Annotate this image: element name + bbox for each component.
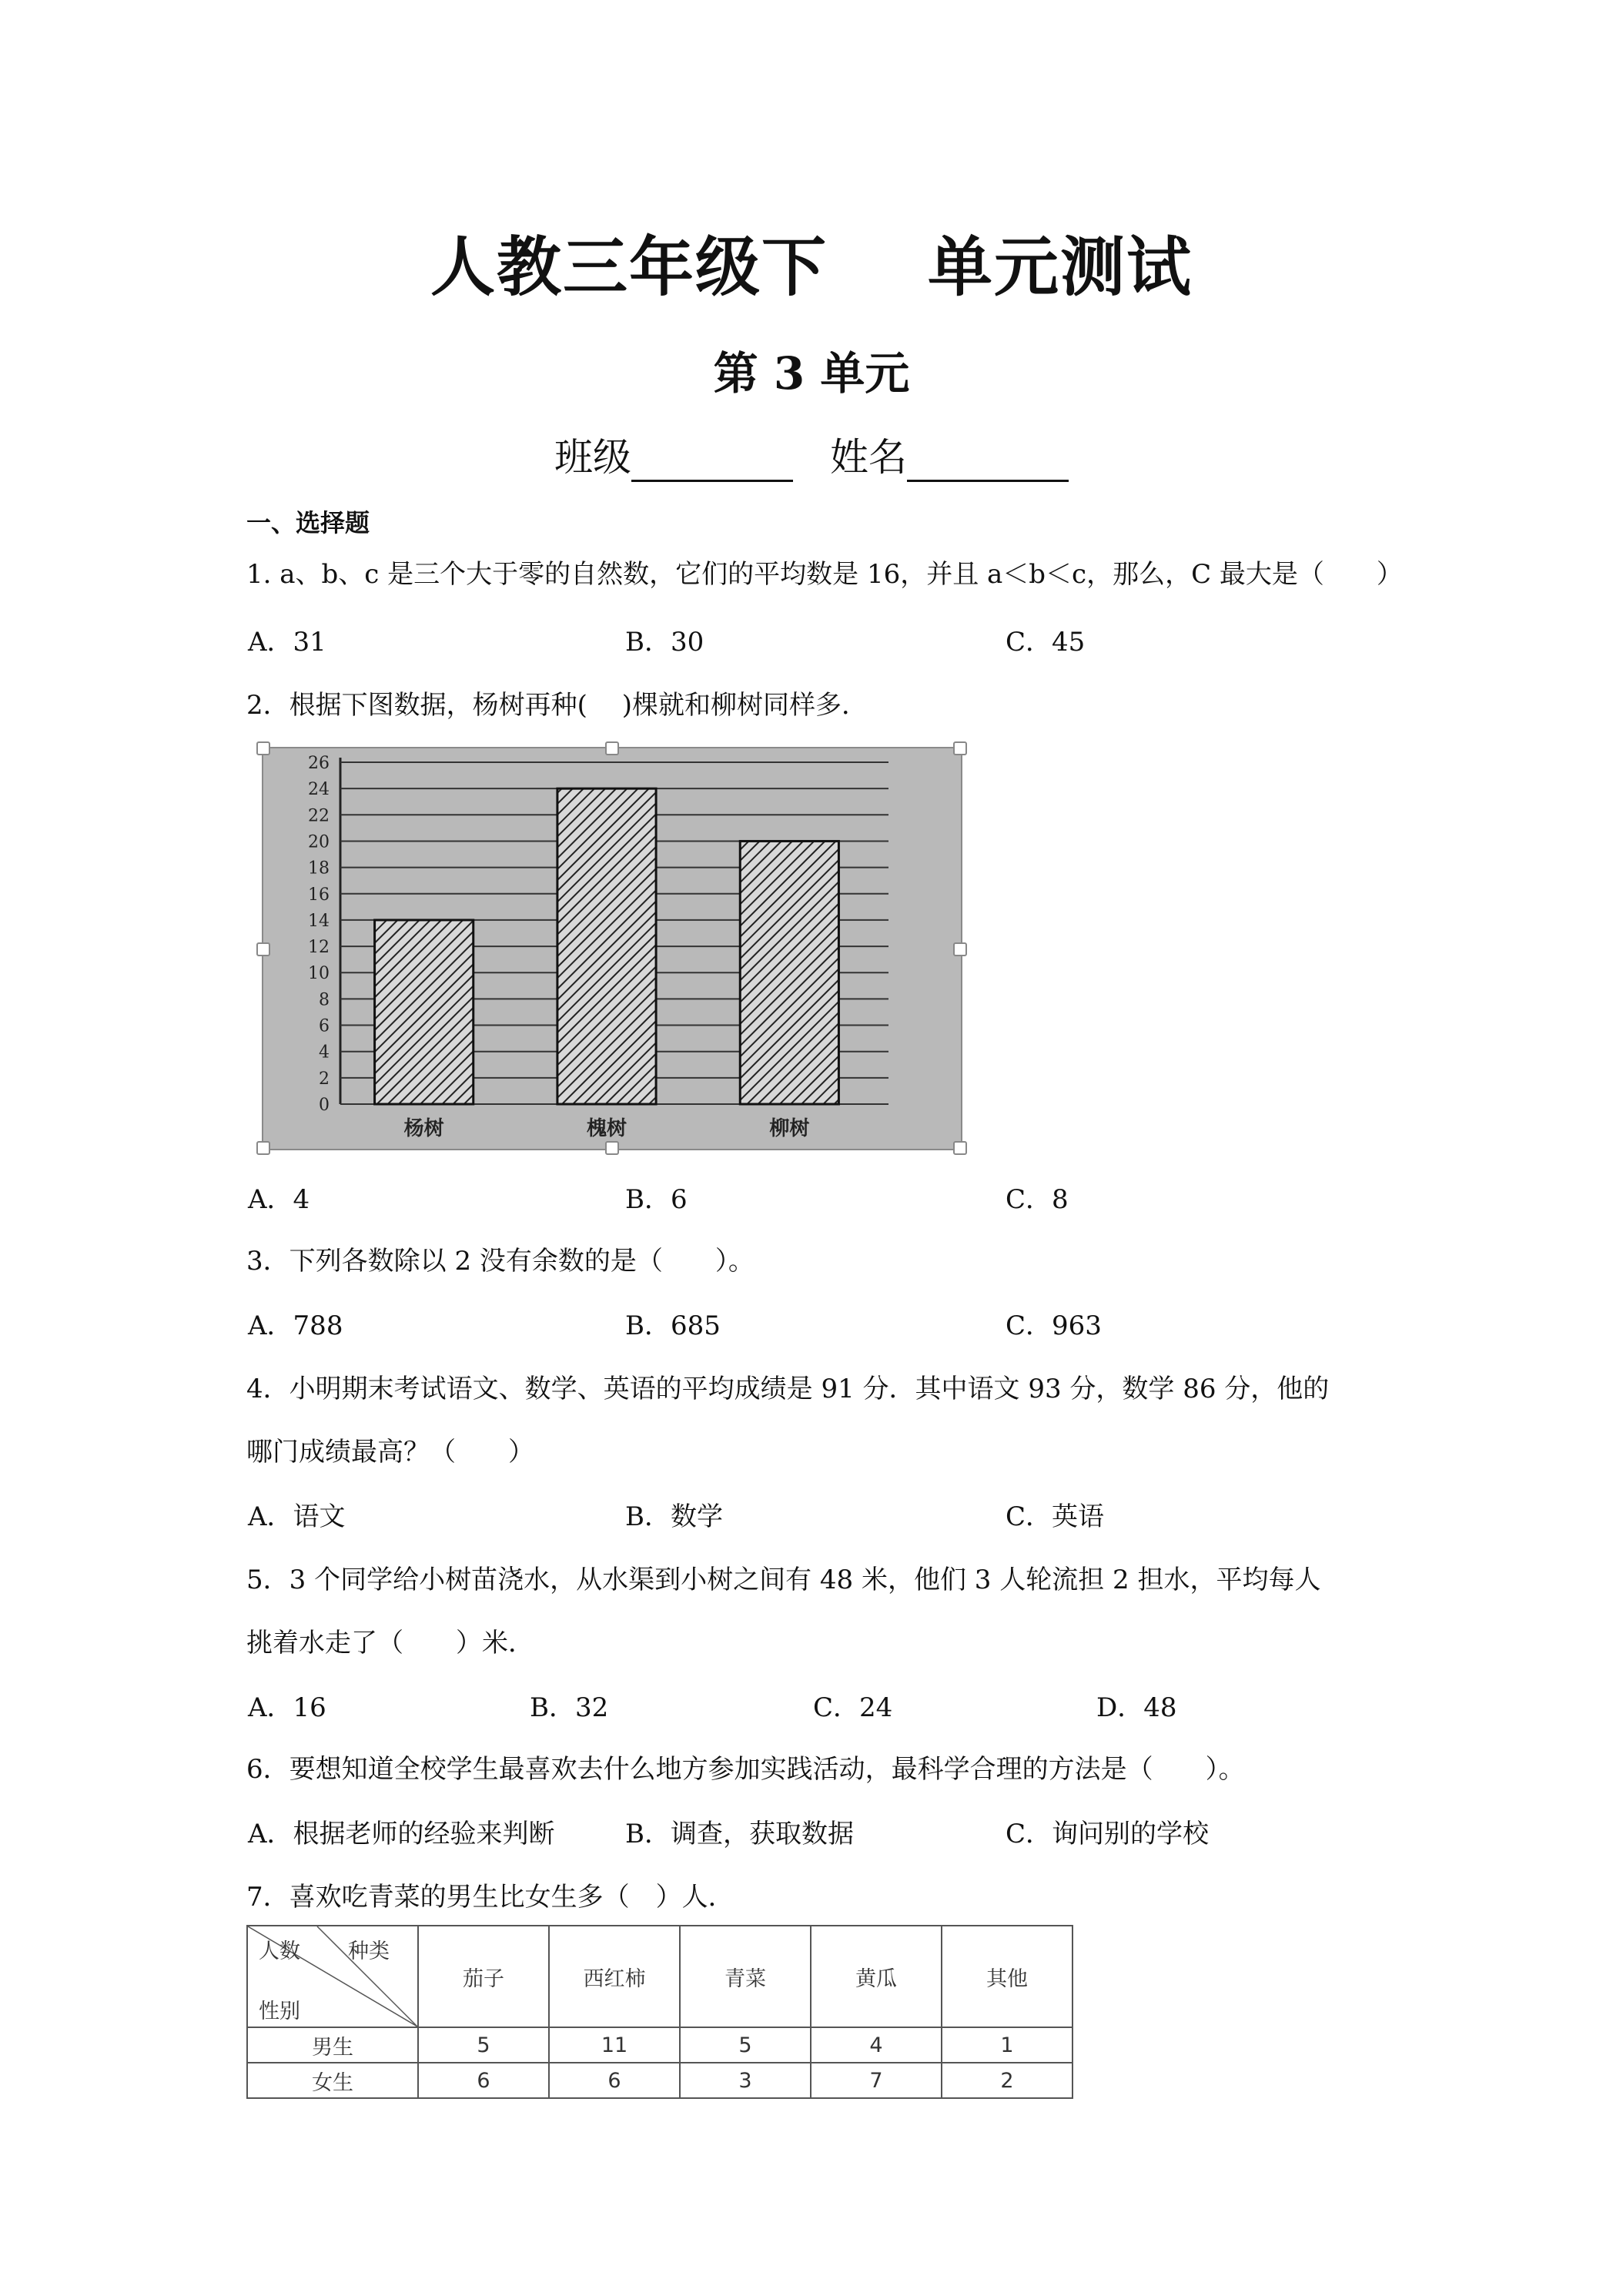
resize-handle-tl[interactable]: [256, 741, 270, 755]
unit-title: 第 3 单元: [713, 347, 910, 400]
resize-handle-mr[interactable]: [953, 942, 967, 956]
q5-option-b: B．32: [530, 1692, 609, 1723]
question-4-line-1: 4．小明期末考试语文、数学、英语的平均成绩是 91 分．其中语文 93 分，数学 86 分，他的: [246, 1374, 1330, 1404]
resize-handle-br[interactable]: [953, 1141, 967, 1155]
x-tick-label: 杨树: [403, 1117, 444, 1140]
resize-handle-ml[interactable]: [256, 942, 270, 956]
bar-chart-frame[interactable]: [262, 747, 962, 1150]
section-heading: 一、选择题: [246, 508, 370, 537]
table-cell: 3: [680, 2063, 811, 2098]
y-tick-label: 24: [308, 780, 330, 800]
y-tick-label: 22: [308, 806, 330, 826]
class-blank: [631, 440, 793, 482]
y-tick-label: 12: [308, 938, 330, 958]
bar: [740, 841, 838, 1104]
question-4-line-2: 哪门成绩最高？（ ）: [246, 1437, 534, 1468]
table-cell: 4: [811, 2027, 942, 2063]
y-tick-label: 0: [319, 1096, 330, 1115]
question-6: 6．要想知道全校学生最喜欢去什么地方参加实践活动，最科学合理的方法是（ ）。: [246, 1754, 1245, 1785]
name-label: 姓名: [830, 435, 907, 480]
q5-option-c: C．24: [813, 1692, 893, 1723]
question-3: 3．下列各数除以 2 没有余数的是（ ）。: [246, 1246, 755, 1277]
table-header-row: [247, 1926, 1073, 2027]
resize-handle-tr[interactable]: [953, 741, 967, 755]
table-cell: 6: [418, 2063, 549, 2098]
row-label: 女生: [247, 2063, 418, 2098]
y-tick-label: 10: [308, 964, 330, 984]
q3-option-a: A．788: [248, 1310, 343, 1341]
bar: [375, 920, 474, 1104]
q5-option-d: D．48: [1096, 1692, 1177, 1723]
class-name-line: [0, 427, 1623, 482]
corner-gender-label: 性别: [259, 2000, 300, 2023]
q1-option-a: A．31: [248, 627, 326, 658]
title-left: 人教三年级下: [430, 229, 828, 305]
bar: [557, 788, 656, 1104]
q2-option-c: C．8: [1006, 1184, 1069, 1215]
q2-option-b: B．6: [625, 1184, 688, 1215]
question-5-line-2: 挑着水走了（ ）米．: [246, 1628, 534, 1658]
q4-option-a: A．语文: [248, 1501, 346, 1532]
name-blank: [907, 440, 1069, 482]
resize-handle-bl[interactable]: [256, 1141, 270, 1155]
column-header: 黄瓜: [811, 1926, 942, 2027]
row-label: 男生: [247, 2027, 418, 2063]
q6-option-c: C．询问别的学校: [1006, 1819, 1210, 1849]
table-cell: 7: [811, 2063, 942, 2098]
q3-option-b: B．685: [625, 1310, 721, 1341]
q5-option-a: A．16: [248, 1692, 326, 1723]
y-tick-label: 6: [319, 1016, 330, 1036]
question-2: 2．根据下图数据，杨树再种( )棵就和柳树同样多．: [246, 690, 868, 721]
resize-handle-bm[interactable]: [605, 1141, 619, 1155]
x-tick-label: 槐树: [586, 1117, 627, 1140]
page-title: [0, 216, 1623, 309]
vegetable-preference-table: [246, 1925, 1073, 2099]
y-tick-label: 18: [308, 858, 330, 879]
table-row: [247, 2027, 1073, 2063]
q4-option-c: C．英语: [1006, 1501, 1105, 1532]
table-cell: 5: [418, 2027, 549, 2063]
class-label: 班级: [554, 435, 631, 480]
corner-kind-label: 种类: [348, 1940, 390, 1963]
q3-option-c: C．963: [1006, 1310, 1102, 1341]
column-header: 茄子: [418, 1926, 549, 2027]
y-tick-label: 14: [308, 911, 330, 931]
table-corner-cell: [247, 1926, 418, 2027]
y-tick-label: 20: [308, 832, 330, 852]
question-1: 1. a、b、c 是三个大于零的自然数，它们的平均数是 16，并且 a＜b＜c，那么，C 最大是（ ）: [246, 559, 1403, 590]
x-tick-label: 柳树: [769, 1117, 810, 1140]
q4-option-b: B．数学: [625, 1501, 723, 1532]
column-header: 西红柿: [549, 1926, 680, 2027]
q1-option-c: C．45: [1006, 627, 1086, 658]
table-cell: 1: [942, 2027, 1073, 2063]
y-tick-label: 4: [319, 1043, 330, 1063]
table-cell: 6: [549, 2063, 680, 2098]
q6-option-b: B．调查，获取数据: [625, 1819, 854, 1849]
question-5-line-1: 5．3 个同学给小树苗浇水，从水渠到小树之间有 48 米，他们 3 人轮流担 2 担水，平均每人: [246, 1565, 1321, 1595]
y-tick-label: 8: [319, 990, 330, 1010]
table-cell: 5: [680, 2027, 811, 2063]
table-cell: 2: [942, 2063, 1073, 2098]
title-right: 单元测试: [928, 229, 1193, 305]
resize-handle-tm[interactable]: [605, 741, 619, 755]
q6-option-a: A．根据老师的经验来判断: [248, 1819, 555, 1849]
y-tick-label: 26: [308, 754, 330, 773]
q2-option-a: A．4: [248, 1184, 310, 1215]
corner-count-label: 人数: [259, 1940, 300, 1963]
q1-option-b: B．30: [625, 627, 704, 658]
y-tick-label: 2: [319, 1069, 330, 1089]
bar-chart: [263, 748, 961, 1149]
table-cell: 11: [549, 2027, 680, 2063]
table-row: [247, 2063, 1073, 2098]
column-header: 其他: [942, 1926, 1073, 2027]
question-7: 7．喜欢吃青菜的男生比女生多（ ）人．: [246, 1882, 735, 1913]
column-header: 青菜: [680, 1926, 811, 2027]
y-tick-label: 16: [308, 885, 330, 905]
